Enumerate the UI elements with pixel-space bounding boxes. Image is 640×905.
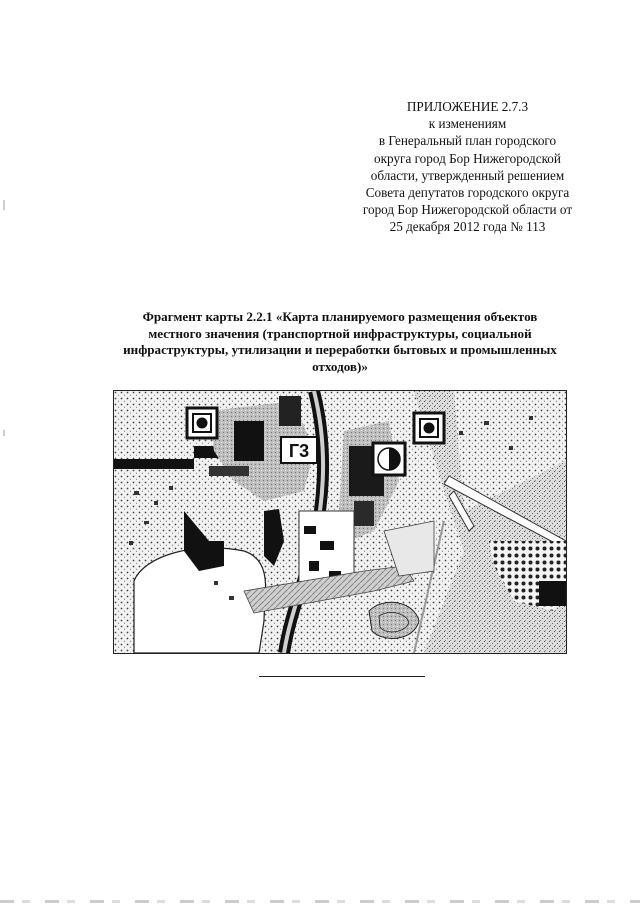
map-building — [304, 526, 316, 534]
map-black-zone — [539, 581, 566, 606]
map-building — [209, 466, 249, 476]
map-building — [309, 561, 319, 571]
map-building — [320, 541, 334, 550]
appendix-line: в Генеральный план городского — [378, 133, 557, 149]
map-building — [354, 501, 374, 526]
svg-text:Г3: Г3 — [288, 441, 310, 461]
title-line: инфраструктуры, утилизации и переработки бытовых и промышленных — [123, 342, 557, 358]
map-fragment — [113, 390, 567, 654]
appendix-header — [330, 98, 605, 236]
map-building — [234, 421, 264, 461]
title-line: отходов)» — [312, 358, 368, 374]
appendix-line: округа город Бор Нижегородской — [374, 150, 561, 166]
map-building — [279, 396, 301, 426]
appendix-line: к изменениям — [428, 116, 507, 132]
scan-edge-mark — [3, 200, 5, 210]
appendix-number: ПРИЛОЖЕНИЕ 2.7.3 — [406, 99, 529, 114]
appendix-line: Совета депутатов городского округа — [365, 185, 570, 201]
target-square-icon — [187, 408, 217, 438]
map-rail — [114, 459, 194, 469]
map-fragment-title — [70, 309, 610, 375]
title-line: Фрагмент карты 2.2.1 «Карта планируемого размещения объектов — [142, 309, 538, 324]
zone-label-g3 — [281, 437, 317, 463]
appendix-line: области, утвержденный решением — [370, 167, 565, 183]
appendix-line: 25 декабря 2012 года № 113 — [389, 219, 546, 235]
title-line: местного значения (транспортной инфраструктуры, социальной — [148, 325, 532, 341]
scan-edge-noise — [0, 900, 640, 903]
separator-line — [259, 676, 425, 677]
scan-edge-mark — [3, 430, 5, 436]
appendix-line: город Бор Нижегородской области от — [362, 202, 573, 218]
half-circle-square-icon — [373, 443, 405, 475]
target-square-icon — [414, 413, 444, 443]
